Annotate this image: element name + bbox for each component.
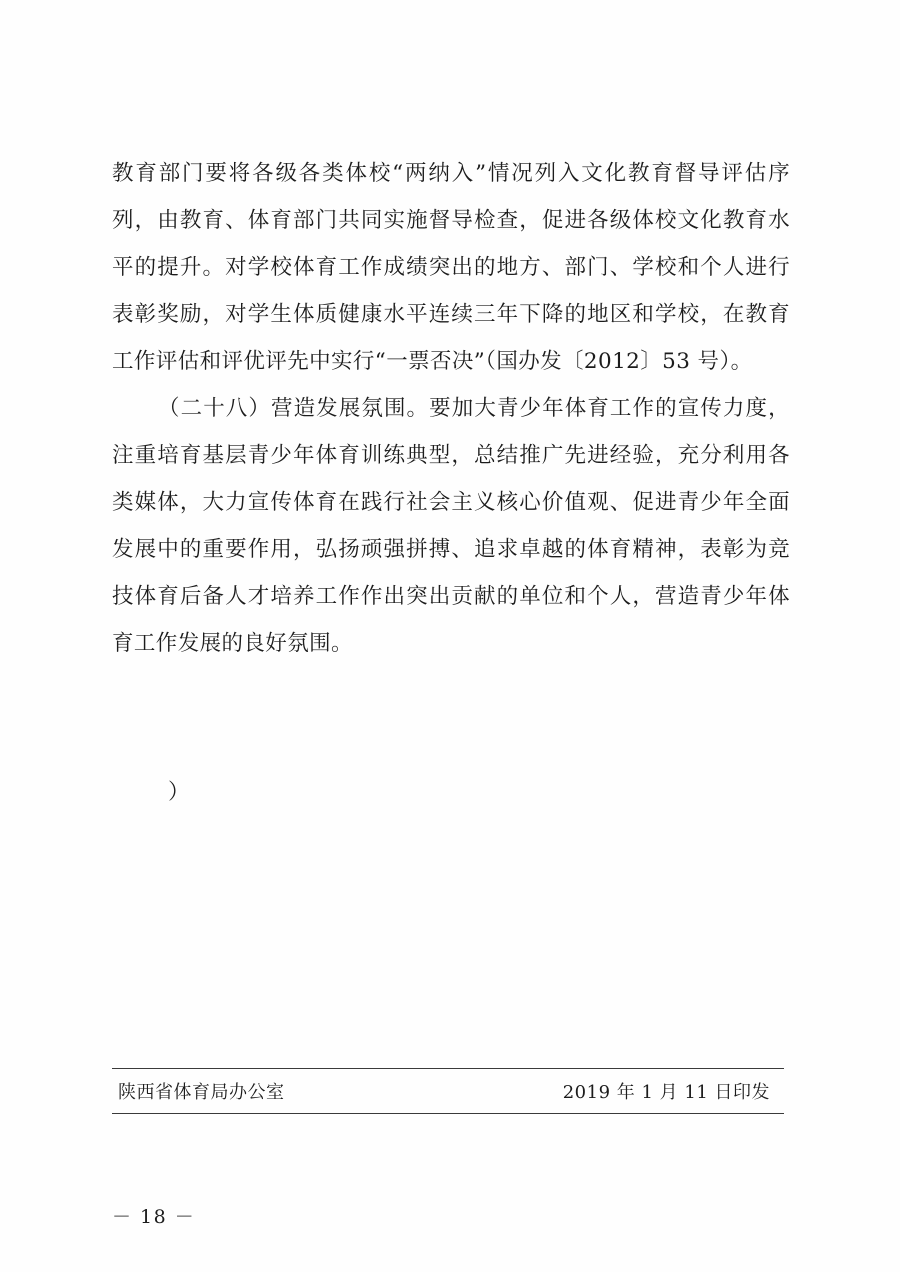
- footer-issue-date: 2019 年 1 月 11 日印发: [562, 1082, 770, 1103]
- stray-parenthesis-mark: ）: [168, 780, 190, 805]
- page-number: － 18 －: [112, 1206, 196, 1228]
- page-footer: [112, 1068, 784, 1114]
- footer-bottom-rule: [112, 1113, 784, 1114]
- footer-row: [112, 1069, 784, 1113]
- footer-issuer: 陕西省体育局办公室: [118, 1082, 285, 1103]
- paragraph-education-supervision: 教育部门要将各级各类体校“两纳入”情况列入文化教育督导评估序列，由教育、体育部门共同实施督导检查，促进各级体校文化教育水平的提升。对学校体育工作成绩突出的地方、部门、学校和个人进行表彰奖励，对学生体质健康水平连续三年下降的地区和学校，在教育工作评估和评优评先中实行“一票否决”（国办发〔2012〕53 号）。: [112, 161, 790, 374]
- paragraph-28-atmosphere: （二十八）营造发展氛围。要加大青少年体育工作的宣传力度，注重培育基层青少年体育训练典型，总结推广先进经验，充分利用各类媒体，大力宣传体育在践行社会主义核心价值观、促进青少年全面发展中的重要作用，弘扬顽强拼搏、追求卓越的体育精神，表彰为竞技体育后备人才培养工作作出突出贡献的单位和个人，营造青少年体育工作发展的良好氛围。: [112, 396, 790, 656]
- document-body: [112, 150, 790, 667]
